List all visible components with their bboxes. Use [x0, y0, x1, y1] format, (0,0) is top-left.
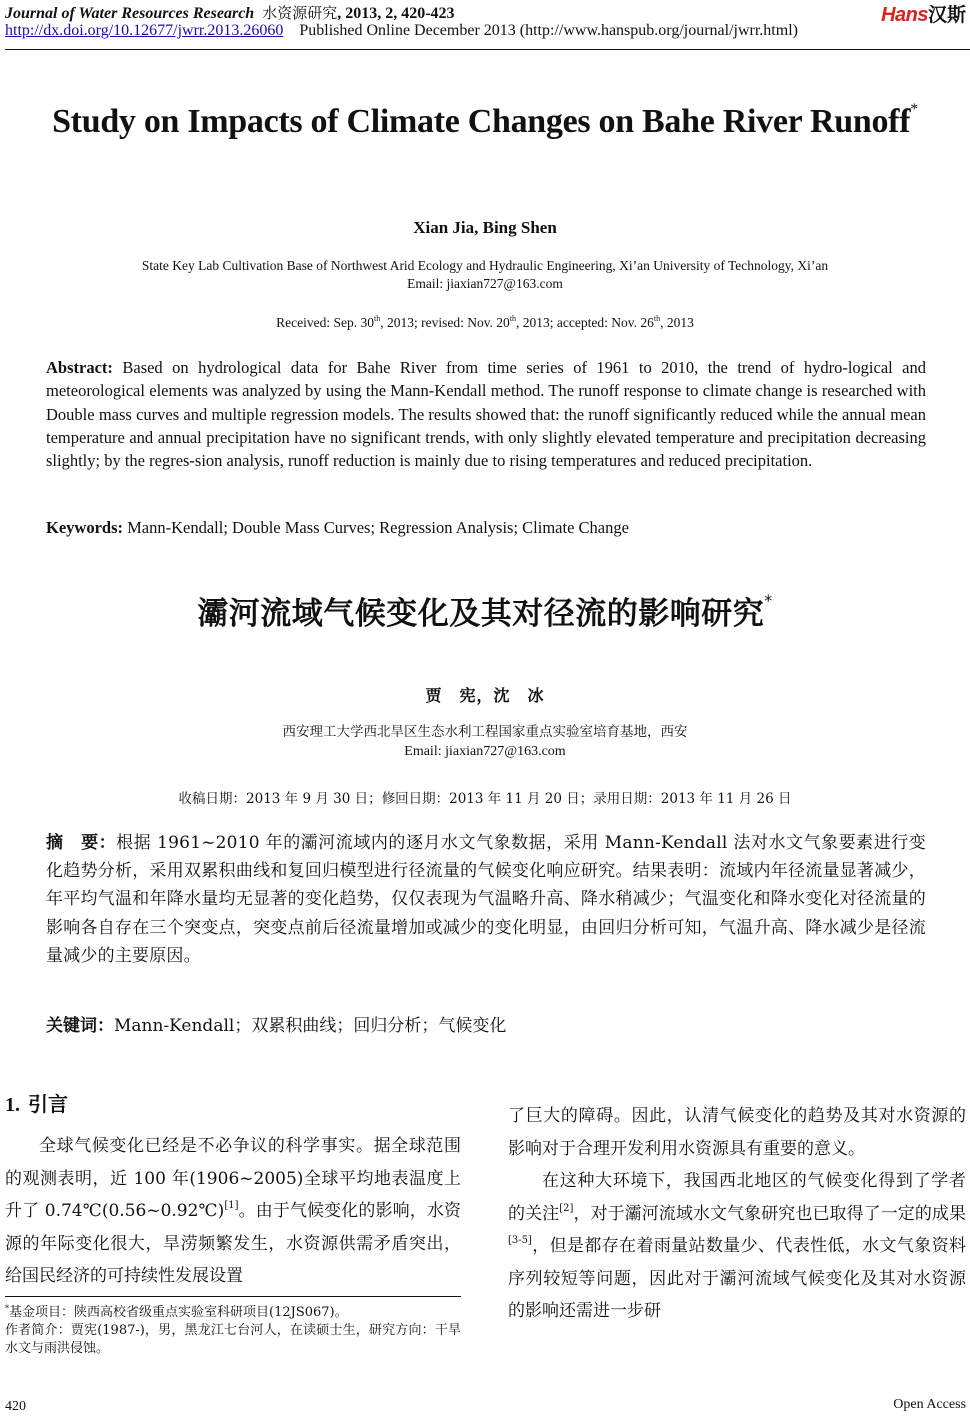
- paragraph: 了巨大的障碍。因此，认清气候变化的趋势及其对水资源的影响对于合理开发利用水资源具有重要的意义。: [508, 1106, 966, 1159]
- footnote-mark: *: [5, 1304, 9, 1313]
- volume-info: , 2013, 2, 420-423: [337, 5, 455, 22]
- affiliation-en-block: [0, 257, 970, 293]
- footnote: [5, 1300, 461, 1358]
- keywords-zh: [46, 1011, 926, 1036]
- dates-zh: 收稿日期：2013 年 9 月 30 日；修回日期：2013 年 11 月 20 日；录用日期：2013 年 11 月 26 日: [178, 791, 792, 807]
- paragraph: [508, 1165, 966, 1328]
- footnote-funding: [5, 1300, 461, 1322]
- paper-title-zh: [0, 588, 970, 633]
- title-footnote-mark: *: [910, 101, 918, 118]
- affiliation-en: State Key Lab Cultivation Base of Northwest Arid Ecology and Hydraulic Engineering, Xi’an University of Technology, Xi’an: [141, 258, 829, 273]
- footnote-author-bio: 作者简介：贾宪(1987-)，男，黑龙江七台河人，在读硕士生，研究方向：干旱水文与雨洪侵蚀。: [5, 1323, 461, 1356]
- published-online-text: Published Online December 2013 (http://www.hanspub.org/journal/jwrr.html): [299, 22, 798, 39]
- paragraph-text: ，对于灞河流域水文气象研究也已取得了一定的成果: [573, 1203, 967, 1224]
- header-rule: [5, 49, 970, 50]
- keywords-en: [46, 518, 926, 538]
- paragraph-text: 。由于气候变化的影响，水资源的年际变化很大，旱涝频繁发生，水资源供需矛盾突出，给国民经济的可持续性发展设置: [5, 1201, 461, 1286]
- section-heading-introduction: [5, 1088, 68, 1117]
- abstract-text-zh: 根据 1961~2010 年的灞河流域内的逐月水文气象数据，采用 Mann-Kendall 法对水文气象要素进行变化趋势分析，采用双累积曲线和复回归模型进行径流量的气候变化响应研究。结果表明：流域内年径流量显著减少，年平均气温和年降水量均无显著的变化趋势，仅仅表现为气温略升高、降水稍减少；气温变化和降水变化对径流量的影响各自存在三个突变点，突变点前后径流量增加或减少的变化明显，由回归分析可知，气温升高、降水减少是径流量减少的主要原因。: [46, 833, 926, 966]
- title-en-text: Study on Impacts of Climate Changes on Bahe River Runoff: [52, 103, 911, 140]
- journal-name: Journal of Water Resources Research: [5, 5, 255, 22]
- accepted-date: , 2013; accepted: Nov. 26: [516, 315, 654, 330]
- authors-en: Xian Jia, Bing Shen: [413, 218, 557, 237]
- publication-line: [5, 22, 798, 40]
- doi-link[interactable]: http://dx.doi.org/10.12677/jwrr.2013.26060: [5, 22, 284, 39]
- ordinal-suffix: th: [373, 314, 381, 323]
- accepted-year: , 2013: [660, 315, 694, 330]
- abstract-label-en: Abstract:: [46, 358, 113, 377]
- title-zh-footnote-mark: *: [764, 591, 773, 610]
- citation-ref[interactable]: [3-5]: [508, 1235, 532, 1246]
- abstract-en: [46, 356, 926, 472]
- logo-en: Hans: [881, 4, 928, 26]
- keywords-text-en: Mann-Kendall; Double Mass Curves; Regression Analysis; Climate Change: [127, 518, 629, 537]
- keywords-label-zh: 关键词：: [46, 1016, 114, 1036]
- keywords-text-zh: Mann-Kendall；双累积曲线；回归分析；气候变化: [114, 1016, 507, 1036]
- affiliation-zh: 西安理工大学西北旱区生态水利工程国家重点实验室培育基地，西安: [282, 724, 688, 740]
- body-column-right: [508, 1100, 966, 1328]
- keywords-label-en: Keywords:: [46, 518, 123, 537]
- received-date: Received: Sep. 30: [276, 315, 374, 330]
- open-access-label: Open Access: [893, 1397, 966, 1412]
- paper-title-en: [0, 88, 970, 144]
- paragraph-text: 全球气候变化已经是不必争议的科学事实。据全球范围的观测表明，近 100 年(1906~2005)全球平均地表温度上升了 0.74℃(0.56~0.92℃): [5, 1136, 461, 1221]
- revised-date: , 2013; revised: Nov. 20: [380, 315, 510, 330]
- citation-ref[interactable]: [1]: [224, 1200, 239, 1211]
- ordinal-suffix: th: [653, 314, 661, 323]
- citation-ref[interactable]: [2]: [559, 1202, 574, 1214]
- affiliation-zh-block: [0, 722, 970, 762]
- section-title: 引言: [28, 1092, 68, 1116]
- title-zh-text: 灞河流域气候变化及其对径流的影响研究: [197, 596, 765, 632]
- email-en: Email: jiaxian727@163.com: [407, 276, 563, 291]
- body-column-left: [5, 1130, 461, 1293]
- abstract-text-en: Based on hydrological data for Bahe River from time series of 1961 to 2010, the trend of hydro-logical and meteorological elements was analyzed by using the Mann-Kendall method. The runoff response to climate change is researched with Double mass curves and multiple regression models. The results showed that: the runoff significantly reduced while the annual mean temperature and annual precipitation have no significant trends, with only slightly elevated temperature and precipitation decreasing slightly; by the regres-sion analysis, runoff reduction is mainly due to rising temperatures and reduced precipitation.: [46, 358, 927, 471]
- page-number: 420: [5, 1399, 26, 1414]
- hans-logo: [881, 0, 966, 27]
- abstract-label-zh: 摘 要：: [46, 833, 117, 853]
- paragraph: [5, 1130, 461, 1293]
- journal-citation: [5, 2, 455, 23]
- authors-zh: 贾 宪，沈 冰: [425, 686, 545, 705]
- journal-name-zh: 水资源研究: [262, 4, 338, 22]
- section-number: 1.: [5, 1094, 20, 1116]
- abstract-zh: [46, 829, 926, 970]
- dates-en: [0, 314, 970, 331]
- footnote-rule: [5, 1296, 461, 1297]
- paragraph-text: 在这种大环境下，我国西北地区的气候变化得到了学者的关注: [508, 1171, 966, 1224]
- logo-zh: 汉斯: [927, 4, 966, 26]
- email-zh: Email: jiaxian727@163.com: [404, 744, 566, 759]
- ordinal-suffix: th: [509, 314, 517, 323]
- funding-text: 基金项目：陕西高校省级重点实验室科研项目(12JS067)。: [9, 1305, 348, 1320]
- paragraph-text: ，但是都存在着雨量站数量少、代表性低，水文气象资料序列较短等问题，因此对于灞河流域气候变化及其对水资源的影响还需进一步研: [508, 1236, 966, 1321]
